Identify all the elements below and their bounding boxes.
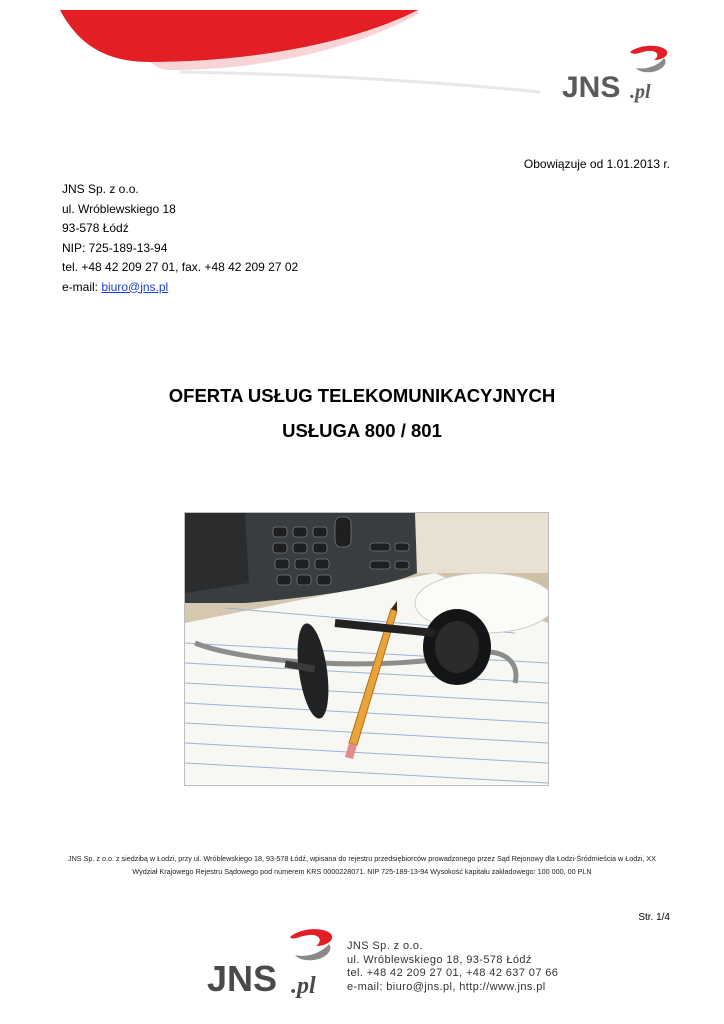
company-name: JNS Sp. z o.o. — [62, 182, 139, 196]
document-title: OFERTA USŁUG TELEKOMUNIKACYJNYCH — [168, 385, 556, 406]
footer-address-line-2: ul. Wróblewskiego 18, 93-578 Łódź — [347, 953, 532, 966]
effective-date: Obowiązuje od 1.01.2013 r. — [523, 157, 670, 171]
logo-suffix-text: .pl — [630, 81, 651, 103]
legal-line-1: JNS Sp. z o.o. z siedzibą w Łodzi, przy ul. Wróblewskiego 18, 93-578 Łódź, wpisana do rejestru przedsiębiorców prowadzonego przez Sąd Rejonowy dla Łodzi-Śródmieścia w Łodzi, XX — [68, 854, 656, 863]
footer-logo-suffix-text: .pl — [291, 973, 316, 999]
jns-footer-logo — [205, 925, 340, 1000]
legal-line-2: Wydział Krajowego Rejestru Sądowego pod numerem KRS 0000228071. NIP 725-189-13-94 Wysokość kapitału zakładowego: 100 000, 00 PLN — [132, 867, 592, 876]
email-link[interactable]: biuro@jns.pl — [101, 279, 169, 294]
footer-address — [347, 940, 558, 994]
jns-logo — [560, 42, 680, 104]
legal-footer — [0, 852, 724, 878]
footer-address-line-4: e-mail: biuro@jns.pl, http://www.jns.pl — [347, 980, 546, 993]
page-number: Str. 1/4 — [638, 912, 670, 923]
company-nip: NIP: 725-189-13-94 — [62, 240, 168, 255]
company-street: ul. Wróblewskiego 18 — [62, 201, 176, 216]
email-label: e-mail: — [62, 279, 102, 294]
headset-photo — [184, 512, 549, 786]
logo-main-text: JNS — [562, 71, 621, 104]
footer-address-line-3: tel. +48 42 209 27 01, +48 42 637 07 66 — [347, 967, 559, 979]
footer-logo-main-text: JNS — [207, 958, 278, 999]
company-email-row — [62, 278, 298, 298]
company-info — [62, 180, 298, 297]
company-city: 93-578 Łódź — [62, 221, 129, 235]
document-subtitle: USŁUGA 800 / 801 — [282, 420, 442, 441]
footer-address-line-1: JNS Sp. z o.o. — [347, 940, 423, 952]
company-phone: tel. +48 42 209 27 01, fax. +48 42 209 27 02 — [62, 260, 299, 274]
